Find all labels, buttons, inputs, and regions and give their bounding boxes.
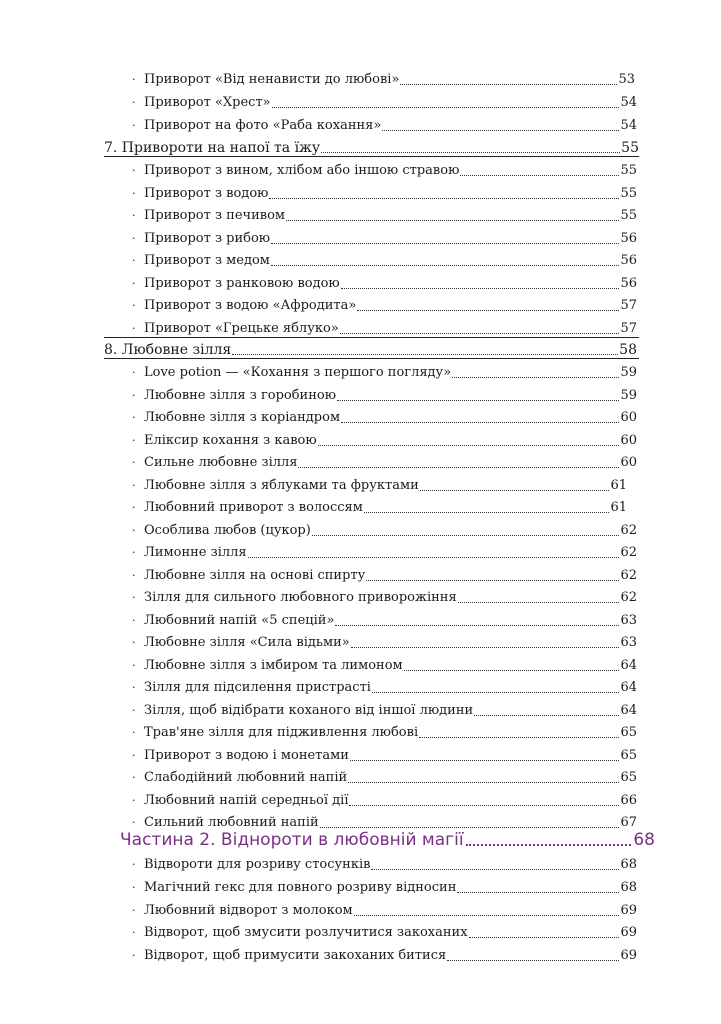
- toc-entry-title: Трав'яне зілля для підживлення любові: [144, 725, 419, 740]
- toc-entry-title: Відвороти для розриву стосунків: [144, 857, 371, 872]
- toc-entry: [132, 874, 637, 896]
- toc-entry-page: 57: [620, 298, 637, 313]
- toc-entry-title: Приворот «Від ненависти до любові»: [144, 72, 400, 87]
- dot-leader: [366, 580, 619, 581]
- dot-leader: [466, 844, 632, 846]
- toc-entry: [132, 607, 637, 629]
- bullet: ·: [132, 164, 136, 177]
- part-title: Частина 2. Віднороти в любовній магії: [120, 830, 464, 850]
- dot-leader: [272, 107, 620, 108]
- toc-entry: [132, 851, 637, 873]
- dot-leader: [474, 715, 619, 716]
- toc-entry-page: 65: [620, 748, 637, 763]
- toc-entry: [132, 89, 637, 111]
- toc-entry-page: 69: [620, 948, 637, 963]
- toc-part-heading: [120, 824, 655, 850]
- toc-entry-title: Любовне зілля з горобиною: [144, 388, 337, 403]
- dot-leader: [350, 760, 620, 761]
- toc-entry: [132, 359, 637, 381]
- dot-leader: [335, 625, 619, 626]
- toc-entry-title: Любовне зілля з імбиром та лимоном: [144, 658, 403, 673]
- bullet: ·: [132, 546, 136, 559]
- toc-entry: [132, 652, 637, 674]
- bullet: ·: [132, 614, 136, 627]
- toc-entry-title: Приворот з водою і монетами: [144, 748, 349, 763]
- toc-entry-title: Приворот з водою «Афродита»: [144, 298, 357, 313]
- toc-entry-title: Любовне зілля з яблуками та фруктами: [144, 478, 419, 493]
- dot-leader: [321, 152, 620, 153]
- dot-leader: [371, 869, 619, 870]
- dot-leader: [312, 535, 620, 536]
- toc-section-heading: [104, 336, 637, 358]
- toc-entry-title: Зілля для сильного любовного приворожіння: [144, 590, 457, 605]
- bullet: ·: [132, 949, 136, 962]
- bullet: ·: [132, 771, 136, 784]
- bullet: ·: [132, 881, 136, 894]
- toc-entry: [132, 942, 637, 964]
- toc-section-heading: [104, 134, 639, 156]
- toc-entry: [132, 764, 637, 786]
- toc-entry-title: Магічний гекс для повного розриву відносин: [144, 880, 457, 895]
- toc-entry: [132, 517, 637, 539]
- toc-entry-page: 68: [620, 857, 637, 872]
- toc-entry: [132, 742, 637, 764]
- toc-entry-title: Зілля для підсилення пристрасті: [144, 680, 371, 695]
- toc-entry-title: Приворот з рибою: [144, 231, 271, 246]
- toc-entry: [132, 292, 637, 314]
- toc-entry: [132, 270, 637, 292]
- toc-entry: [132, 112, 637, 134]
- bullet: ·: [132, 96, 136, 109]
- toc-entry-page: 53: [618, 72, 635, 87]
- bullet: ·: [132, 726, 136, 739]
- toc-entry-title: 7. Привороти на напої та їжу: [104, 140, 321, 156]
- dot-leader: [458, 602, 620, 603]
- dot-leader: [337, 400, 619, 401]
- toc-entry-page: 55: [620, 163, 637, 178]
- toc-entry-page: 60: [620, 410, 637, 425]
- toc-entry: [132, 247, 637, 269]
- dot-leader: [271, 265, 620, 266]
- dot-leader: [298, 467, 619, 468]
- toc-entry-page: 62: [620, 568, 637, 583]
- dot-leader: [232, 354, 618, 355]
- bullet: ·: [132, 794, 136, 807]
- toc-entry-title: Приворот на фото «Раба кохання»: [144, 118, 382, 133]
- bullet: ·: [132, 411, 136, 424]
- toc-entry-title: Приворот з медом: [144, 253, 270, 268]
- dot-leader: [404, 670, 620, 671]
- toc-entry: [132, 897, 637, 919]
- dot-leader: [452, 377, 619, 378]
- toc-entry: [132, 697, 637, 719]
- dot-leader: [469, 937, 620, 938]
- toc-entry: [132, 202, 637, 224]
- toc-entry: [132, 919, 637, 941]
- toc-entry-page: 59: [620, 388, 637, 403]
- toc-entry-title: Еліксир кохання з кавою: [144, 433, 317, 448]
- dot-leader: [354, 915, 620, 916]
- toc-entry-page: 64: [620, 680, 637, 695]
- toc-entry-title: Особлива любов (цукор): [144, 523, 311, 538]
- bullet: ·: [132, 591, 136, 604]
- bullet: ·: [132, 479, 136, 492]
- toc-entry-page: 61: [610, 478, 627, 493]
- bullet: ·: [132, 704, 136, 717]
- bullet: ·: [132, 926, 136, 939]
- dot-leader: [357, 310, 619, 311]
- toc-entry: [132, 225, 637, 247]
- toc-entry-page: 56: [620, 253, 637, 268]
- dot-leader: [269, 198, 619, 199]
- toc-entry: [132, 66, 635, 88]
- bullet: ·: [132, 456, 136, 469]
- dot-leader: [351, 647, 620, 648]
- toc-entry: [132, 157, 637, 179]
- toc-entry-page: 62: [620, 590, 637, 605]
- toc-entry-title: Лимонне зілля: [144, 545, 247, 560]
- toc-entry-title: Приворот з вином, хлібом або іншою стравою: [144, 163, 460, 178]
- dot-leader: [340, 333, 620, 334]
- toc-entry-page: 62: [620, 523, 637, 538]
- bullet: ·: [132, 681, 136, 694]
- bullet: ·: [132, 858, 136, 871]
- toc-entry-page: 56: [620, 276, 637, 291]
- toc-entry-title: 8. Любовне зілля: [104, 342, 232, 358]
- toc-entry-page: 69: [620, 903, 637, 918]
- bullet: ·: [132, 299, 136, 312]
- bullet: ·: [132, 816, 136, 829]
- toc-entry: [132, 472, 627, 494]
- toc-entry-page: 63: [620, 613, 637, 628]
- toc-entry-page: 63: [620, 635, 637, 650]
- toc-entry-title: Любовне зілля «Сила відьми»: [144, 635, 350, 650]
- dot-leader: [400, 84, 617, 85]
- dot-leader: [457, 892, 619, 893]
- bullet: ·: [132, 73, 136, 86]
- toc-entry-page: 59: [620, 365, 637, 380]
- toc-entry: [132, 719, 637, 741]
- toc-entry: [132, 539, 637, 561]
- bullet: ·: [132, 277, 136, 290]
- bullet: ·: [132, 569, 136, 582]
- toc-entry-page: 69: [620, 925, 637, 940]
- toc-entry-page: 57: [620, 321, 637, 336]
- toc-entry-page: 58: [619, 342, 637, 358]
- toc-entry-title: Любовний приворот з волоссям: [144, 500, 363, 515]
- dot-leader: [341, 288, 620, 289]
- toc-entry-title: Приворот з печивом: [144, 208, 286, 223]
- toc-entry-page: 54: [620, 95, 637, 110]
- toc-entry-title: Любовне зілля на основі спирту: [144, 568, 366, 583]
- dot-leader: [460, 175, 619, 176]
- toc-entry-title: Love potion — «Кохання з першого погляду»: [144, 365, 452, 380]
- bullet: ·: [132, 749, 136, 762]
- toc-entry-page: 61: [610, 500, 627, 515]
- toc-entry-title: Зілля, щоб відібрати коханого від іншої людини: [144, 703, 474, 718]
- toc-entry: [132, 382, 637, 404]
- toc-entry-page: 60: [620, 433, 637, 448]
- dot-leader: [318, 445, 620, 446]
- toc-entry-page: 62: [620, 545, 637, 560]
- toc-entry-title: Любовний напій середньої дії: [144, 793, 349, 808]
- toc-entry-title: Приворот «Грецьке яблуко»: [144, 321, 339, 336]
- dot-leader: [349, 805, 619, 806]
- toc-entry: [132, 787, 637, 809]
- toc-entry-page: 66: [620, 793, 637, 808]
- bullet: ·: [132, 636, 136, 649]
- bullet: ·: [132, 389, 136, 402]
- bullet: ·: [132, 209, 136, 222]
- toc-entry-page: 64: [620, 658, 637, 673]
- dot-leader: [372, 692, 620, 693]
- dot-leader: [420, 490, 610, 491]
- dot-leader: [348, 782, 619, 783]
- toc-entry-title: Відворот, щоб змусити розлучитися закоханих: [144, 925, 468, 940]
- toc-entry-page: 55: [620, 186, 637, 201]
- bullet: ·: [132, 322, 136, 335]
- bullet: ·: [132, 187, 136, 200]
- toc-entry-title: Сильне любовне зілля: [144, 455, 298, 470]
- toc-entry-page: 68: [620, 880, 637, 895]
- toc-entry-page: 65: [620, 770, 637, 785]
- toc-entry-title: Слабодійний любовний напій: [144, 770, 348, 785]
- toc-entry-title: Приворот «Хрест»: [144, 95, 271, 110]
- bullet: ·: [132, 232, 136, 245]
- toc-entry: [132, 427, 637, 449]
- dot-leader: [341, 422, 619, 423]
- toc-entry-page: 65: [620, 725, 637, 740]
- dot-leader: [286, 220, 619, 221]
- toc-entry-page: 60: [620, 455, 637, 470]
- toc-entry: [132, 562, 637, 584]
- toc-entry: [132, 404, 637, 426]
- bullet: ·: [132, 434, 136, 447]
- bullet: ·: [132, 501, 136, 514]
- toc-entry-title: Любовний відворот з молоком: [144, 903, 353, 918]
- bullet: ·: [132, 524, 136, 537]
- toc-entry-page: 64: [620, 703, 637, 718]
- toc-entry: [132, 449, 637, 471]
- toc-entry-title: Любовне зілля з коріандром: [144, 410, 341, 425]
- toc-entry-page: 67: [620, 815, 637, 830]
- toc-entry: [132, 315, 637, 337]
- dot-leader: [248, 557, 620, 558]
- part-page: 68: [633, 830, 655, 850]
- bullet: ·: [132, 119, 136, 132]
- toc-entry-page: 54: [620, 118, 637, 133]
- toc-entry-title: Сильний любовний напій: [144, 815, 319, 830]
- bullet: ·: [132, 659, 136, 672]
- toc-entry: [132, 629, 637, 651]
- dot-leader: [364, 512, 610, 513]
- toc-entry: [132, 494, 627, 516]
- toc-entry-title: Приворот з ранковою водою: [144, 276, 340, 291]
- toc-entry-title: Любовний напій «5 спецій»: [144, 613, 335, 628]
- bullet: ·: [132, 254, 136, 267]
- dot-leader: [271, 243, 619, 244]
- dot-leader: [382, 130, 619, 131]
- toc-entry-title: Приворот з водою: [144, 186, 269, 201]
- toc-entry-page: 56: [620, 231, 637, 246]
- toc-entry: [132, 674, 637, 696]
- toc-entry-title: Відворот, щоб примусити закоханих битися: [144, 948, 447, 963]
- bullet: ·: [132, 904, 136, 917]
- toc-entry: [132, 180, 637, 202]
- toc-entry-page: 55: [620, 208, 637, 223]
- dot-leader: [447, 960, 619, 961]
- toc-entry-page: 55: [621, 140, 639, 156]
- toc-entry: [132, 584, 637, 606]
- dot-leader: [419, 737, 619, 738]
- bullet: ·: [132, 366, 136, 379]
